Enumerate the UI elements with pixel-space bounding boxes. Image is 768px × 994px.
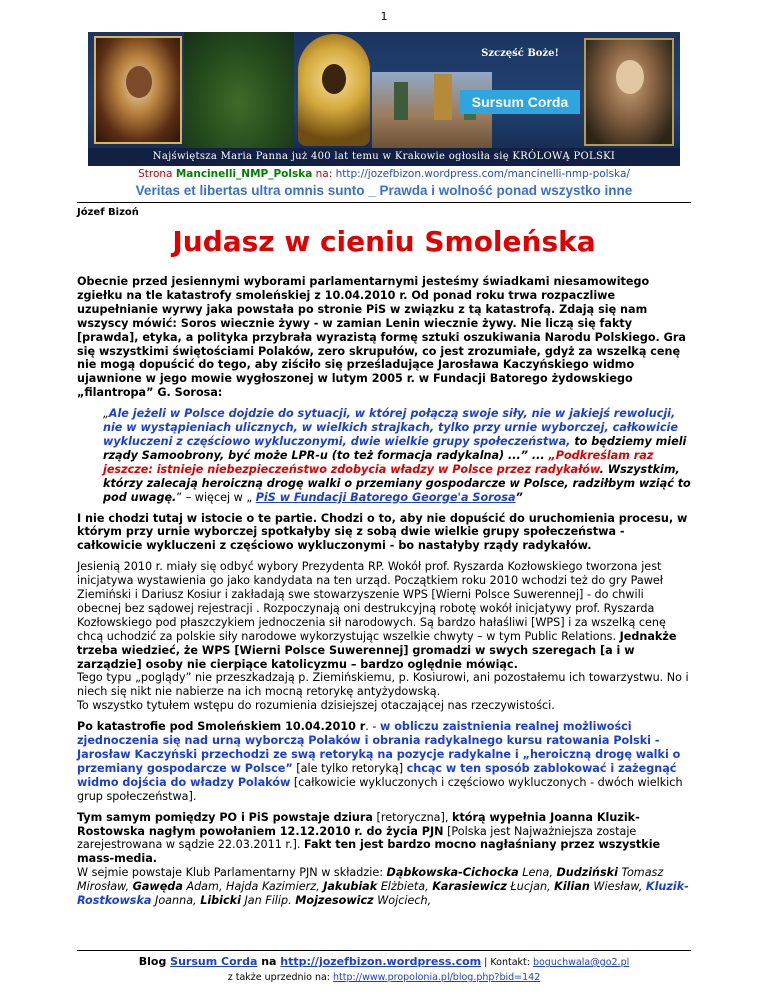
p3-normal: Jesienią 2010 r. miały się odbyć wybory Prezydenta RP. Wokół prof. Ryszarda Kozłowskiego tworzona jest inicjatywa wystawienia go jako kandydata na ten urząd. Początkiem roku 2010 wchodzi też do gry Paweł Ziemiński i Dariusz Kosiur i zakładają swe stowarzyszenie WPS [Wierni Polsce Suwerennej] - do chwili obecnej bez sądowej rejestracji . Rozpoczynają oni destrukcyjną robotę wokół inicjatywy prof. Ryszarda Kozłowskiego pod płaszczykiem jednoczenia sił narodowych. Są bardzo hałaśliwi [WPS] i za wszelką cenę chcą uchodzić za polskie siły narodowe wykorzystując wszelkie chwyty – w tym Public Relations. [77,560,666,643]
footer-kontakt: | Kontakt: [481,957,533,968]
p4-blue-2: chcąc w ten sposób zablokować i zażegnąć widmo dojścia do władzy Polaków [77,761,677,789]
member-first-name: Wojciech, [373,894,432,908]
pis-fundacja-link[interactable]: PiS w Fundacji Batorego George'a Sorosa [255,490,516,504]
author: Józef Bizoń [77,207,139,218]
member-last-name: Dąbkowska-Cichocka [386,866,519,880]
article-body [77,275,691,915]
member-first-name: Tomasz Mirosław, [77,866,664,894]
icon-image [298,34,370,146]
member-first-name: Elżbieta, [377,880,433,894]
footer-na: na [257,955,281,968]
p5-normal-1: [retoryczna], [372,810,453,824]
p5-normal-2: [Polska jest Najważniejsza zostaje zarejestrowana w sądzie 22.03.2011 r.]. [77,824,637,852]
footer-blog-url-link[interactable]: http://jozefbizon.wordpress.com [280,955,482,968]
p5-bold-2: którą wypełnia Joanna Kluzik-Rostowska nagłym powołaniem 12.12.2010 r. do życia PJN [77,810,640,838]
member-last-name: Kilian [554,880,590,894]
member-first-name: Jan Filip. [240,894,296,908]
member-last-name: Karasiewicz [432,880,507,894]
quote-open: „ [103,407,109,421]
madonna-painting-image [94,36,182,144]
member-first-name: Joanna, [151,894,201,908]
member-last-name: Kluzik-Rostkowska [77,880,689,908]
quote-part-3: „Podkreślam raz jeszcze: istnieje niebezpieczeństwo zdobycia władzy w Polsce przez radykałów [103,448,654,476]
footer-line-1 [0,955,768,968]
footer-propolonia-link[interactable]: http://www.propolonia.pl/blog.php?bid=142 [333,972,541,983]
paragraph-3 [77,560,691,713]
sursum-corda-label: Sursum Corda [460,90,580,114]
member-first-name: Lena, [518,866,557,880]
strona-prefix: Strona [138,168,176,180]
quote-part-2: to będziemy mieli rządy Samoobrony, być może LPR-u (to też formacja radykalna) ...” ... [103,434,687,462]
paragraph-2: I nie chodzi tutaj w istocie o te partie. Chodzi o to, aby nie dopuścić do uruchomienia procesu, w którym przy urnie wyborczej spotkałyby się z sobą dwie wielkie grupy społeczeństwa - całkowicie wykluczeni z częściowo wykluczonymi - bo nastałyby rządy radykałów. [77,511,688,553]
page-number: 1 [380,10,388,23]
p4-mid: . - [365,720,381,734]
footer-email-link[interactable]: boguchwala@go2.pl [532,957,630,968]
member-first-name: Łucjan, [506,880,555,894]
paragraph-4 [77,720,691,803]
p4-normal-1: [ale tylko retoryką] [292,761,407,775]
footer-blog: Blog [138,955,171,968]
footer-line2-prefix: z także uprzednio na: [227,972,334,983]
p3-line2: Tego typu „poglądy” nie przeszkadzają p. Ziemińskiemu, p. Kosiurowi, ani pozostałemu ich towarzystwu. No i niech się nikt nie nabierze na ich mocną retorykę antyżydowską. [77,671,689,699]
quote-paragraph [103,407,691,504]
p6-intro: W sejmie powstaje Klub Parlamentarny PJN w składzie: [77,866,387,880]
paragraph-5 [77,811,691,867]
tree-image [184,32,294,150]
paragraph-1: Obecnie przed jesiennymi wyborami parlamentarnymi jesteśmy świadkami niesamowitego zgiełku na tle katastrofy smoleńskiej z 10.04.2010 r. Od ponad roku trwa rozpaczliwe uzupełnianie wyrwy jaka powstała po stronie PiS w związku z tą katastrofą. Zdają się nam wszyscy mówić: Soros wiecznie żywy - w zamian Lenin wiecznie żywy. Nie liczą się fakty [prawda], etyka, a polityka przybrała wyrazistą formę sztuki oszukiwania Narodu Polskiego. Gra się wszystkimi świętościami Polaków, zero skrupułów, co jest zrozumiałe, gdyż za wszelką cenę nie mogą dopuścić do tego, aby ziściło się prześladujące Jarosława Kaczyńskiego widmo ujawnione w jego mowie wygłoszonej w lutym 2005 r. w Fundacji Batorego żydowskiego „filantropa” G. Sorosa: [77,275,686,400]
banner-caption: Najświętsza Maria Panna już 400 lat temu w Krakowie ogłosiła się KRÓLOWĄ POLSKI [88,148,680,166]
member-first-name: Adam, Hajda Kazimierz, [182,880,324,894]
member-last-name: Gawęda [132,880,183,894]
article-title: Judasz w cieniu Smoleńska [172,225,596,258]
p3-bold: Jednakże trzeba wiedzieć, że WPS [Wierni Polsce Suwerennej] gromadzi w swych szeregach [a i w zarządzie] osoby nie cierpiące katolicyzmu – bardzo oględnie mówiąc. [77,629,677,671]
footer-divider [77,950,691,951]
member-last-name: Jakubiak [323,880,378,894]
strona-mid: na: [312,168,336,180]
footer-line-2 [0,972,768,983]
quote-part-1: Ale jeżeli w Polsce dojdzie do sytuacji, w której połączą swoje siły, nie w jakiejś rewolucji, nie w wystąpieniach ulicznych, w wielkich strajkach, tylko przy urnie wyborczej, całkowicie wykluczeni z częściowo wykluczonymi, dwie wielkie grupy społeczeństwa, [103,407,678,448]
strona-name: Mancinelli_NMP_Polska [175,168,313,180]
quote-close: ” [515,490,523,504]
paragraph-6 [77,866,691,908]
quote-part-4: . Wszystkim, którzy zalecają heroiczną drogę walki o przemiany gospodarcze w Polsce, radziłbym wziąć to pod uwagę. [103,462,691,504]
member-first-name: Wiesław, [589,880,646,894]
p3-line3: To wszystko tytułem wstępu do rozumienia dzisiejszej otaczającej nas rzeczywistości. [77,699,555,713]
member-last-name: Dudziński [556,866,618,880]
p5-bold-1: Tym samym pomiędzy PO i PiS powstaje dziura [77,810,373,824]
strona-line [0,168,768,180]
p4-blue-1: w obliczu zaistnienia realnej możliwości zjednoczenia się nad urną wyborczą Polaków i obrania radykalnego kursu ratowania Polski - Jarosław Kaczyński przechodzi ze swą retoryką na pozycje radykalne i „heroiczną drogę walki o przemiany gospodarcze w Polsce” [77,720,681,775]
member-last-name: Mojzesowicz [295,894,374,908]
banner-greeting: Szczęść Boże! [481,48,559,59]
quote-part-5: ” – więcej w „ [176,490,256,504]
motto: Veritas et libertas ultra omnis sunto _ Prawda i wolność ponad wszystko inne [135,183,633,198]
priest-portrait-image [584,38,674,146]
p4-bold: Po katastrofie pod Smoleńskiem 10.04.2010 r [77,720,366,734]
header-divider [77,202,691,203]
strona-url-link[interactable]: http://jozefbizon.wordpress.com/mancinelli-nmp-polska/ [335,168,630,180]
p4-normal-2: [całkowicie wykluczonych i częściowo wykluczonych - dwóch wielkich grup społeczeństwa]. [77,775,683,803]
footer-sursum-link[interactable]: Sursum Corda [170,955,258,968]
p5-bold-3: Fakt ten jest bardzo mocno nagłaśniany przez wszystkie mass-media. [77,838,661,866]
member-last-name: Libicki [200,894,241,908]
header-banner [88,32,680,166]
